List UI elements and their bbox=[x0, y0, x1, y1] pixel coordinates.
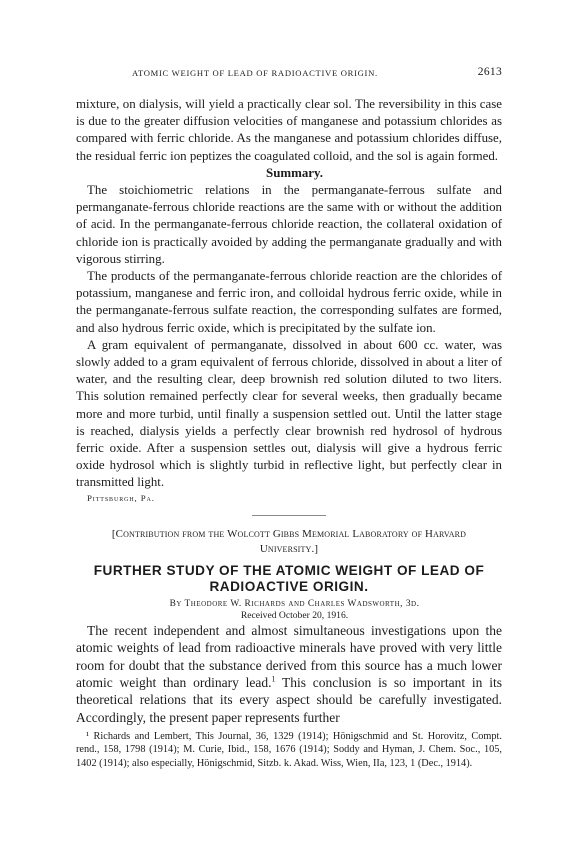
received-date: Received October 20, 1916. bbox=[240, 610, 349, 622]
page-body bbox=[76, 96, 502, 771]
running-title: ATOMIC WEIGHT OF LEAD OF RADIOACTIVE ORIGIN. bbox=[132, 68, 378, 78]
article-text bbox=[76, 622, 502, 726]
article-title-line-2: RADIOACTIVE ORIGIN. bbox=[209, 578, 369, 594]
section-divider bbox=[252, 515, 326, 516]
article-title-line-1: FURTHER STUDY OF THE ATOMIC WEIGHT OF LEAD OF bbox=[93, 562, 485, 578]
summary-paragraph-2: The products of the permanganate-ferrous chloride reaction are the chlorides of potassium, manganese and ferric iron, and colloidal hydrous ferric oxide, while in the permanganate-ferrous sulfate reaction, the corresponding sulfates are formed, and also hydrous ferric oxide, which is precipitated by the sulfate ion. bbox=[76, 269, 502, 335]
article-title bbox=[76, 563, 502, 595]
summary-paragraph-3: A gram equivalent of permanganate, dissolved in about 600 cc. water, was slowly added to a gram equivalent of ferrous chloride, dissolved in about a liter of water, and the resulting clear, deep brownish red solution diluted to two liters. This solution remained perfectly clear for several weeks, then gradually became more and more turbid, until finally a suspension settled out. Until the latter stage is reached, dialysis yields a perfectly clear brownish red hydrosol of hydrous ferric oxide. After a suspension settles out, dialysis will give a hydrous ferric oxide hydrosol which is slightly turbid in reflective light, but perfectly clear in transmitted light. bbox=[76, 337, 502, 490]
article-paragraph-1-part-a: The recent independent and almost simultaneous investigations upon the atomic weights of lead from radioactive minerals have proved with very little room for doubt that the substance derived from this source has a much lower atomic weight than ordinary lead. bbox=[76, 623, 502, 690]
page-number: 2613 bbox=[477, 66, 502, 78]
footnote-text: ¹ Richards and Lembert, This Journal, 36, 1329 (1914); Hönigschmid and St. Horovitz, Compt. rend., 158, 1798 (1914); M. Curie, Ibid., 158, 1676 (1914); Soddy and Hyman, J. Chem. Soc., 105, 1402 (1914); also especially, Hönigschmid, Sitzb. k. Akad. Wiss, Wien, IIa, 123, 1 (Dec., 1914). bbox=[76, 730, 502, 770]
summary-heading: Summary. bbox=[266, 165, 323, 180]
page-header bbox=[76, 66, 502, 80]
article-paragraph-1 bbox=[76, 622, 502, 726]
summary-paragraph-1: The stoichiometric relations in the permanganate-ferrous sulfate and permanganate-ferrous chloride reactions are the same with or without the addition of acid. In the permanganate-ferrous chloride reaction, the collateral oxidation of chloride ion is practically avoided by adding the permanganate gradually and with vigorous stirring. bbox=[76, 183, 502, 266]
article-paragraph-1-part-b: This conclusion is so important in its theoretical relations that its every aspect should be carefully investigated. Accordingly, the present paper represents further bbox=[76, 674, 502, 725]
contribution-note bbox=[76, 527, 502, 557]
author-byline: By Theodore W. Richards and Charles Wadsworth, 3d. bbox=[169, 599, 420, 610]
contribution-line-1: [Contribution from the Wolcott Gibbs Memorial Laboratory of Harvard bbox=[111, 527, 467, 540]
contribution-line-2: University.] bbox=[259, 542, 319, 555]
author-location: Pittsburgh, Pa. bbox=[87, 492, 155, 503]
footnote-reference: 1 bbox=[271, 674, 276, 684]
continued-paragraph: mixture, on dialysis, will yield a practically clear sol. The reversibility in this case is due to the greater diffusion velocities of manganese and potassium chlorides as compared with ferric chloride. As the manganese and potassium chlorides diffuse, the residual ferric ion peptizes the coagulated colloid, and the sol is again formed. bbox=[76, 97, 502, 163]
footnote bbox=[76, 730, 502, 771]
